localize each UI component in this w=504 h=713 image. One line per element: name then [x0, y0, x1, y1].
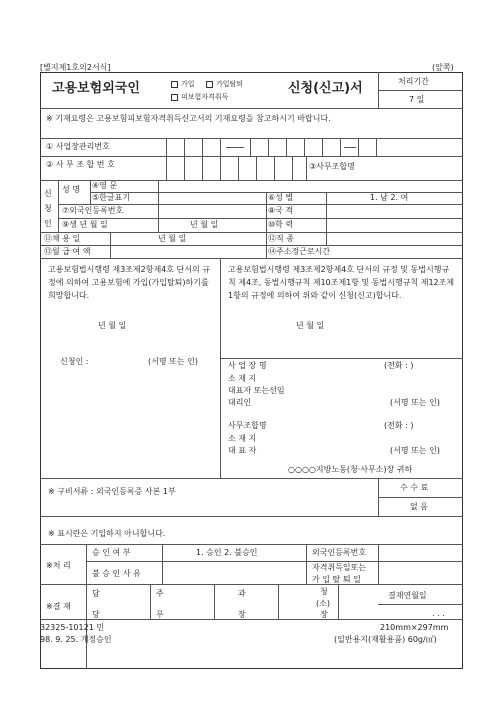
- approval-c2b: 무: [156, 610, 164, 619]
- opt-loss: 피보험자격취득: [181, 93, 229, 101]
- office-address-label: 소 재 지: [228, 434, 257, 443]
- biz-address-label: 소 재 지: [228, 374, 257, 383]
- form-id: [별지제1호의2서식]: [40, 63, 111, 72]
- approval-c3: 과: [238, 589, 246, 598]
- approval-c3b: 장: [238, 610, 246, 619]
- approval-c4b: 장: [320, 610, 328, 619]
- left-declaration: 고용보험법시행령 제3조제2항제4호 단서의 규정에 의하여 고용보험에 가입(가입탈퇴)하기를 희망합니다.: [48, 265, 211, 300]
- applicant-sign-seal: (서명 또는 인): [148, 357, 198, 366]
- blank-note: ※ 표시란은 기입하지 아니합니다.: [48, 529, 166, 538]
- agent-label: 대리인: [228, 398, 252, 407]
- footer-approved: 98. 9. 25. 개정승인: [40, 635, 112, 644]
- join-checkbox[interactable]: [171, 81, 178, 88]
- loss-checkbox[interactable]: [171, 94, 178, 101]
- approve-label: 승 인 여 부: [92, 548, 131, 557]
- applicant-label: 신 청 인: [44, 189, 52, 228]
- birth-ymd: 년 월 일: [190, 220, 219, 229]
- hire-label: ⑪채 용 일: [44, 234, 81, 243]
- approval-date-label: 결재연월일: [388, 591, 427, 600]
- office-sign-seal: (서명 또는 인): [390, 446, 440, 455]
- name-label: 성 명: [62, 185, 80, 194]
- hours-label: ⑭주소정근로시간: [268, 247, 331, 256]
- approval-c1b: 당: [92, 610, 100, 619]
- labor-office-addressee: ○○○○지방노동(청·사무소)장 귀하: [288, 465, 413, 474]
- title-suffix: 신청(신고)서: [288, 81, 363, 96]
- birth-label: ⑨생 년 월 일: [62, 220, 108, 229]
- rep2-label: 대 표 자: [228, 446, 257, 455]
- footer-paper: (일반용지(재활용품) 60g/㎡): [334, 635, 437, 644]
- name-en-label: ④영 문: [92, 181, 118, 190]
- withdraw-checkbox[interactable]: [206, 81, 213, 88]
- approval-c4: 청: [320, 587, 328, 596]
- fee-label: 수 수 료: [400, 483, 429, 492]
- right-date: 년 월 일: [296, 321, 325, 330]
- opt-join: 가입: [181, 80, 195, 88]
- approval-c1: 담: [92, 589, 100, 598]
- edu-label: ⑩학 력: [268, 220, 294, 229]
- alien-no-label: ⑦외국인등록번호: [62, 206, 124, 215]
- hire-ymd: 년 월 일: [158, 234, 187, 243]
- gender-label: ⑥성 별: [268, 193, 294, 202]
- approval-date-dots: . . .: [432, 609, 445, 618]
- approval-label: ※결 재: [46, 602, 71, 611]
- office-name2-label: 사무조합명: [228, 421, 267, 430]
- office-no-label: ② 사 무 조 합 번 호: [46, 160, 115, 169]
- processing-value: 7 일: [409, 95, 425, 104]
- reject-reason-label: 불 승 인 사 유: [92, 569, 141, 578]
- approval-c2: 주: [156, 589, 164, 598]
- rep-label: 대표자 또는선임: [228, 386, 285, 395]
- opt-withdraw: 가입탈퇴: [216, 80, 244, 88]
- applicant-sign-label: 신청인 :: [60, 357, 89, 366]
- left-date: 년 월 일: [98, 321, 127, 330]
- right-declaration: 고용보험법시행령 제3조제2항제4호 단서의 규정 및 동법시행규칙 제4조, 동법시행규칙 제10조제1항 및 동법시행규칙 제12조제1항의 규정에 의하여 위와 같이 신청(신고)합니다.: [228, 265, 455, 300]
- processing-label: 처리기간: [398, 77, 429, 86]
- biz-sign-seal: (서명 또는 인): [390, 398, 440, 407]
- title-main: 고용보험외국인: [52, 81, 140, 96]
- name-ko-label: ⑤한글표기: [92, 193, 131, 202]
- footer-size: 210mm×297mm: [380, 623, 449, 632]
- withdraw-date-label: 가 입 탈 퇴 일: [312, 575, 361, 584]
- gender-value: 1. 남 2. 여: [370, 193, 409, 202]
- biz-no-label: ① 사업장관리번호: [46, 142, 110, 151]
- job-label: ⑫직 종: [268, 234, 294, 243]
- biz-name-label: 사 업 장 명: [228, 361, 267, 370]
- qualify-label: 자격취득일또는: [312, 563, 367, 572]
- footer-code: 32325-10121 민: [40, 623, 105, 632]
- approve-options: 1. 승인 2. 불승인: [196, 548, 258, 557]
- fee-value: 없 음: [410, 502, 428, 511]
- wage-label: ⑬월 급 여 액: [44, 247, 91, 256]
- approval-c4m: (소): [316, 599, 330, 608]
- nation-label: ⑧국 적: [268, 206, 294, 215]
- note-top: ※ 기재요령은 고용보험피보험자격취득신고서의 기재요령을 참고하시기 바랍니다.: [46, 114, 331, 123]
- office-name-label: ③사무조합명: [309, 162, 355, 171]
- office-phone: (전화 : ): [384, 421, 414, 430]
- biz-phone: (전화 : ): [384, 361, 414, 370]
- docs-note: ※ 구비서류 : 외국인등록증 사본 1부: [48, 487, 176, 496]
- front-label: (앞쪽): [432, 63, 454, 72]
- alien-no-process-label: 외국인등록번호: [312, 548, 367, 557]
- process-label: ※처 리: [46, 561, 71, 570]
